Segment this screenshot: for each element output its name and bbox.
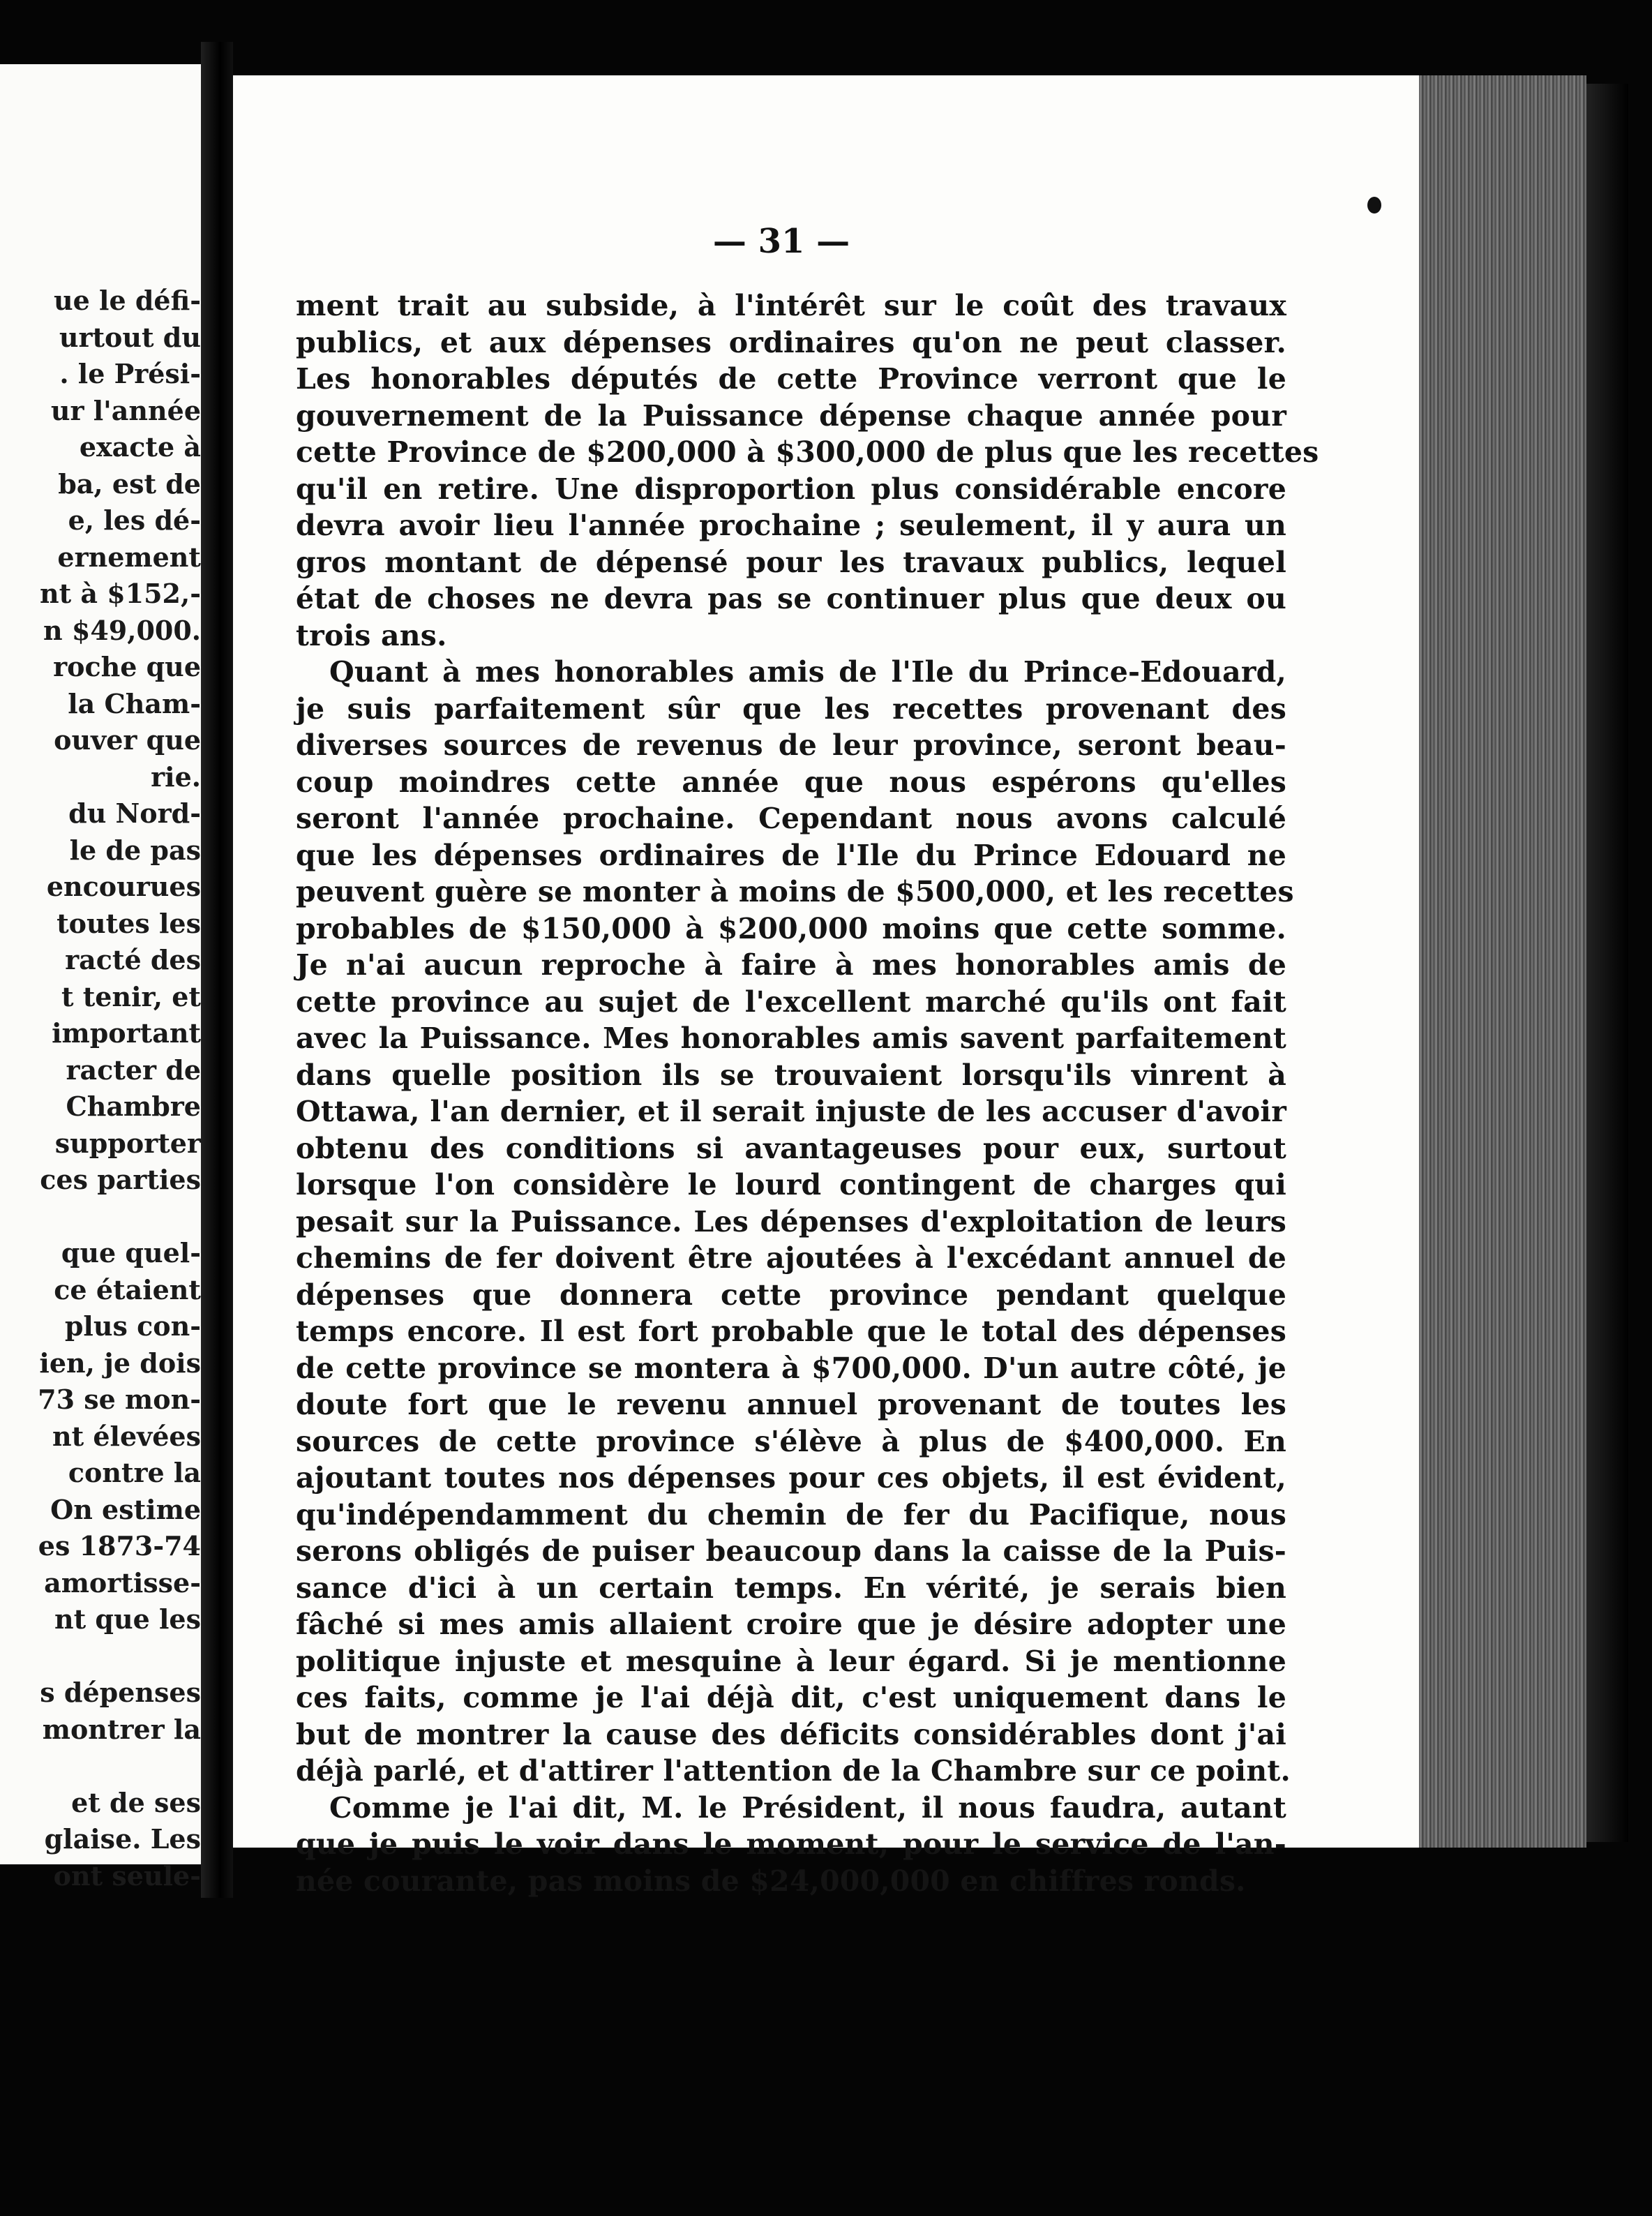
body-line: que je puis le voir dans le moment, pour le service de l'an- [296,1827,1286,1861]
left-fragment-line: racter de [66,1054,201,1086]
left-fragment-line: ue le défi- [53,285,201,316]
body-line: temps encore. Il est fort probable que le total des dépenses [296,1315,1286,1348]
body-line: gouvernement de la Puissance dépense chaque année pour [296,398,1286,433]
left-fragment-line: amortisse- [44,1566,201,1599]
left-fragment-line: ouver que [54,724,201,756]
body-line: chemins de fer doivent être ajoutées à l'excédant annuel de [296,1241,1286,1275]
left-fragment-line: la Cham- [68,687,201,719]
left-page-fragment [0,64,201,1892]
body-line: probables de $150,000 à $200,000 moins que cette somme. [296,911,1286,945]
body-text [296,287,1319,1899]
body-line: seront l'année prochaine. Cependant nous avons calculé [296,802,1286,835]
body-line: politique injuste et mesquine à leur égard. Si je mentionne [296,1644,1286,1678]
left-fragment-line: ces parties [40,1164,201,1195]
body-line: Les honorables députés de cette Province verront que le [296,362,1286,396]
body-line: de cette province se montera à $700,000. D'un autre côté, je [296,1351,1286,1385]
page-edges [1419,75,1586,1848]
page-edges-shadow [1586,84,1628,1842]
left-fragment-line: ce étaient [54,1273,201,1305]
left-fragment-line: e, les dé- [68,504,201,536]
body-line: lorsque l'on considère le lourd contingent de charges qui [296,1168,1286,1201]
left-fragment-line: toutes les [57,907,201,939]
body-line: ces faits, comme je l'ai déjà dit, c'est uniquement dans le [296,1681,1286,1714]
body-line: devra avoir lieu l'année prochaine ; seulement, il y aura un [296,509,1286,542]
body-line: doute fort que le revenu annuel provenant de toutes les [296,1388,1286,1421]
body-line: dépenses que donnera cette province pendant quelque [296,1278,1286,1312]
left-fragment-line: et de ses [71,1786,201,1818]
body-line: publics, et aux dépenses ordinaires qu'on ne peut classer. [296,325,1286,359]
body-line: Ottawa, l'an dernier, et il serait injuste de les accuser d'avoir [296,1095,1286,1128]
left-fragment-line: roche que [53,651,201,682]
left-fragment-line: plus con- [64,1310,201,1342]
body-line: née courante, pas moins de $24,000,000 en chiffres ronds. [296,1864,1246,1898]
body-line: fâché si mes amis allaient croire que je désire adopter une [296,1608,1286,1641]
left-fragment-line: que quel- [61,1237,201,1268]
left-fragment-line: es 1873-74 [38,1530,201,1562]
body-line: ment trait au subside, à l'intérêt sur le coût des travaux [296,289,1286,322]
left-fragment-line: nt élevées [52,1420,201,1452]
left-fragment-line: ba, est de [58,467,201,500]
body-line: état de choses ne devra pas se continuer plus que deux ou [296,582,1286,615]
body-line: cette Province de $200,000 à $300,000 de plus que les recettes [296,435,1319,469]
left-fragment-line: exacte à [79,431,201,463]
body-line: serons obligés de puiser beaucoup dans la caisse de la Puis- [296,1534,1286,1568]
left-fragment-line: du Nord- [68,798,201,829]
body-line: avec la Puissance. Mes honorables amis savent parfaitement [296,1021,1286,1055]
left-fragment-line: s dépenses [40,1677,201,1708]
left-fragment-line: On estime [50,1493,201,1525]
left-fragment-line: supporter [54,1127,201,1159]
page-number: — 31 — [712,222,850,261]
body-line: Quant à mes honorables amis de l'Ile du Prince-Edouard, [329,655,1286,689]
left-fragment-line: encourues [46,871,201,902]
body-line: pesait sur la Puissance. Les dépenses d'exploitation de leurs [296,1204,1286,1238]
left-fragment-line: ur l'année [50,394,201,426]
left-fragment-line: . le Prési- [59,358,201,389]
body-line: ajoutant toutes nos dépenses pour ces objets, il est évident, [296,1461,1286,1495]
left-fragment-line: n $49,000. [43,614,201,646]
body-line: sance d'ici à un certain temps. En vérité, je serais bien [296,1571,1286,1605]
body-line: qu'indépendamment du chemin de fer du Pacifique, nous [296,1497,1286,1532]
body-line: gros montant de dépensé pour les travaux publics, lequel [296,545,1286,579]
body-line: obtenu des conditions si avantageuses pour eux, surtout [296,1131,1286,1165]
left-fragment-line: ernement [57,541,201,573]
body-line: but de montrer la cause des déficits considérables dont j'ai [296,1717,1286,1751]
left-fragment-line: rie. [151,761,201,793]
left-fragment-line: t tenir, et [61,980,201,1012]
left-fragment-line: important [52,1017,201,1049]
body-line: que les dépenses ordinaires de l'Ile du Prince Edouard ne [296,838,1286,872]
body-line: diverses sources de revenus de leur province, seront beau- [296,728,1286,762]
body-line: je suis parfaitement sûr que les recettes provenant des [296,691,1286,726]
left-fragment-line: 73 se mon- [38,1384,201,1415]
body-line: dans quelle position ils se trouvaient lorsqu'ils vinrent à [296,1058,1286,1092]
body-line: sources de cette province s'élève à plus de $400,000. En [296,1424,1286,1458]
left-fragment-line: Chambre [66,1091,201,1122]
body-line: Je n'ai aucun reproche à faire à mes honorables amis de [296,948,1286,982]
body-line: cette province au sujet de l'excellent marché qu'ils ont fait [296,985,1286,1019]
ink-dot [1367,197,1381,214]
left-fragment-line: urtout du [59,321,201,353]
body-line: trois ans. [296,618,447,652]
left-fragment-line: nt que les [54,1603,201,1635]
body-line: Comme je l'ai dit, M. le Président, il nous faudra, autant [329,1790,1286,1825]
left-fragment-line: ien, je dois [39,1347,201,1379]
body-line: peuvent guère se monter à moins de $500,000, et les recettes [296,875,1294,908]
body-line: déjà parlé, et d'attirer l'attention de la Chambre sur ce point. [296,1754,1291,1788]
body-line: coup moindres cette année que nous espérons qu'elles [296,765,1286,799]
body-line: qu'il en retire. Une disproportion plus considérable encore [296,472,1286,506]
left-fragment-line: glaise. Les [44,1823,201,1855]
left-fragment-line: le de pas [69,834,201,866]
left-fragment-line: ont seule- [53,1859,201,1892]
left-fragment-line: nt à $152,- [39,578,201,609]
left-fragment-line: montrer la [42,1713,201,1745]
left-fragment-line: racté des [65,944,201,975]
book-gutter [201,42,233,1898]
left-fragment-line: contre la [68,1457,201,1488]
